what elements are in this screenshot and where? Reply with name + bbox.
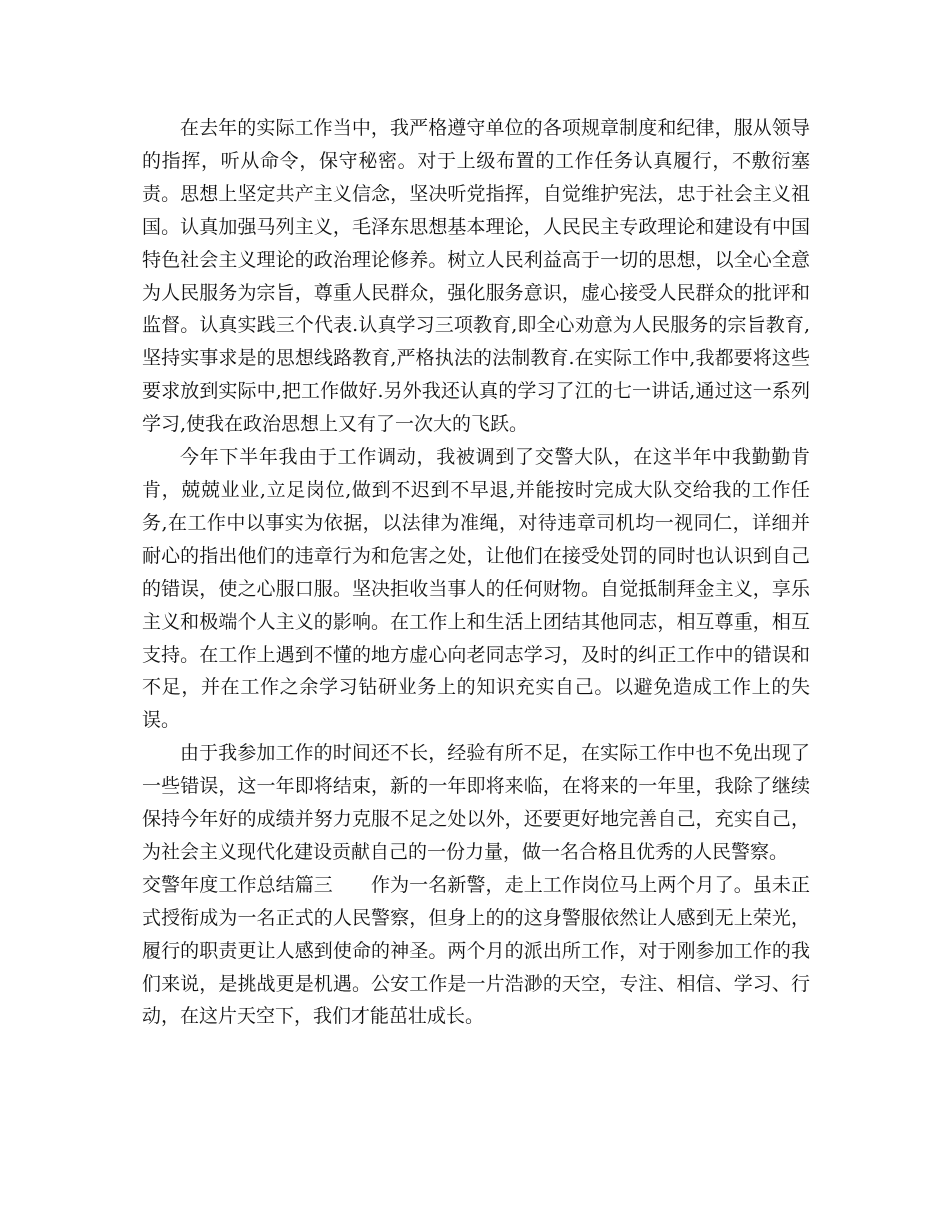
section-title: 交警年度工作总结篇三 [142,873,333,896]
paragraph-1: 在去年的实际工作当中，我严格遵守单位的各项规章制度和纪律，服从领导的指挥，听从命令，保守秘密。对于上级布置的工作任务认真履行，不敷衍塞责。思想上坚定共产主义信念，坚决听党指挥，自觉维护宪法，忠于社会主义祖国。认真加强马列主义，毛泽东思想基本理论，人民民主专政理论和建设有中国特色社会主义理论的政治理论修养。树立人民利益高于一切的思想，以全心全意为人民服务为宗旨，尊重人民群众，强化服务意识，虚心接受人民群众的批评和监督。认真实践三个代表.认真学习三项教育,即全心劝意为人民服务的宗旨教育,坚持实事求是的思想线路教育,严格执法的法制教育.在实际工作中,我都要将这些要求放到实际中,把工作做好.另外我还认真的学习了江的七一讲话,通过这一系列学习,使我在政治思想上又有了一次大的飞跃。 [142,117,810,436]
paragraph-3: 由于我参加工作的时间还不长，经验有所不足，在实际工作中也不免出现了一些错误，这一年即将结束，新的一年即将来临，在将来的一年里，我除了继续保持今年好的成绩并努力克服不足之处以外，还要更好地完善自己，充实自己，为社会主义现代化建设贡献自己的一份力量，做一名合格且优秀的人民警察。 [142,742,810,863]
section-block [142,869,810,1034]
section-body: 作为一名新警，走上工作岗位马上两个月了。虽未正式授衔成为一名正式的人民警察，但身上的的这身警服依然让人感到无上荣光，履行的职责更让人感到使命的神圣。两个月的派出所工作，对于刚参加工作的我们来说，是挑战更是机遇。公安工作是一片浩渺的天空，专注、相信、学习、行动，在这片天空下，我们才能茁壮成长。 [142,873,810,1028]
document-body [142,112,810,1033]
paragraph-2: 今年下半年我由于工作调动，我被调到了交警大队，在这半年中我勤勤肯肯，兢兢业业,立足岗位,做到不迟到不早退,并能按时完成大队交给我的工作任务,在工作中以事实为依据，以法律为准绳，对待违章司机均一视同仁，详细并耐心的指出他们的违章行为和危害之处，让他们在接受处罚的同时也认识到自己的错误，使之心服口服。坚决拒收当事人的任何财物。自觉抵制拜金主义，享乐主义和极端个人主义的影响。在工作上和生活上团结其他同志，相互尊重，相互支持。在工作上遇到不懂的地方虚心向老同志学习，及时的纠正工作中的错误和不足，并在工作之余学习钻研业务上的知识充实自己。以避免造成工作上的失误。 [142,446,810,732]
